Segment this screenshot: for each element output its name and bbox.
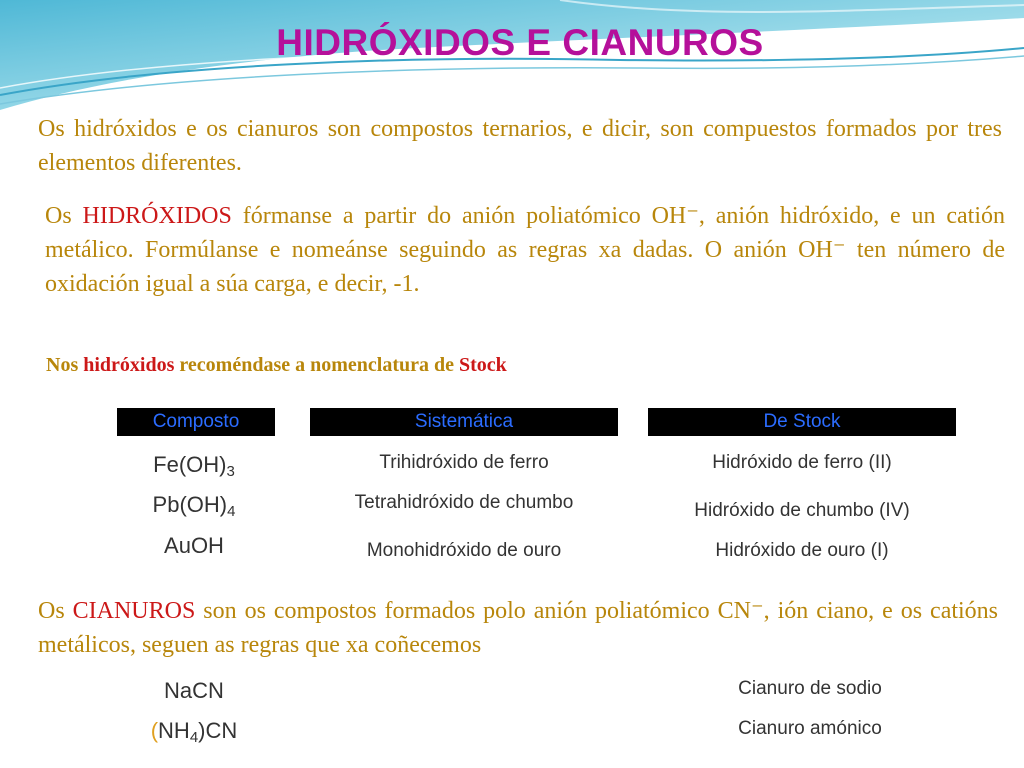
cyanides-text: son os compostos formados polo anión poliatómico CN⁻, ión ciano, e os catións metálicos, seguen as regras que xa coñecemos <box>38 598 999 658</box>
note-part4: Stock <box>458 354 507 376</box>
note-part1: Nos <box>46 354 79 376</box>
cyanides-term: CIANUROS <box>72 598 196 624</box>
systematic-fe: Trihidróxido de ferro <box>379 452 549 473</box>
hydroxides-start: Os <box>45 203 72 229</box>
header-sistematica: Sistemática <box>310 408 618 436</box>
stock-note <box>46 354 507 377</box>
formula-text: AuOH <box>164 533 224 558</box>
intro-paragraph: Os hidróxidos e os cianuros son compostos ternarios, e dicir, son compuestos formados por tres elementos diferentes. <box>38 116 1002 176</box>
formula-end: )CN <box>198 718 238 743</box>
stock-fe: Hidróxido de ferro (II) <box>712 452 892 473</box>
formula-text: Fe(OH) <box>153 452 227 477</box>
formula-au <box>115 533 273 559</box>
stock-au: Hidróxido de ouro (I) <box>715 540 889 561</box>
cyanides-start: Os <box>38 598 65 624</box>
name-nh4cn: Cianuro amónico <box>738 718 882 739</box>
formula-sub: 4 <box>189 729 199 746</box>
formula-pb <box>115 492 273 520</box>
formula-fe <box>115 452 273 480</box>
header-composto: Composto <box>117 408 275 436</box>
formula-sub: 3 <box>226 463 235 480</box>
header-stock: De Stock <box>648 408 956 436</box>
formula-nh4cn <box>115 718 273 746</box>
systematic-pb: Tetrahidróxido de chumbo <box>354 492 574 513</box>
stock-pb: Hidróxido de chumbo (IV) <box>694 500 910 521</box>
hydroxides-paragraph <box>45 199 1005 301</box>
page-title: HIDRÓXIDOS E CIANUROS <box>276 22 764 63</box>
formula-main: NH <box>158 718 190 743</box>
formula-nacn: NaCN <box>164 678 224 703</box>
systematic-au: Monohidróxido de ouro <box>366 540 562 561</box>
hydroxides-term: HIDRÓXIDOS <box>82 203 232 229</box>
hydroxides-text: fórmanse a partir do anión poliatómico OH⁻, anión hidróxido, e un catión metálico. Formúlanse e nomeánse seguindo as regras xa dadas. O anión OH⁻ ten número de oxidación igual a súa carga, e decir, -1. <box>45 203 1006 297</box>
name-nacn: Cianuro de sodio <box>738 678 882 699</box>
formula-text: Pb(OH) <box>152 492 228 517</box>
note-part3: recoméndase a nomenclatura de <box>179 354 454 376</box>
paren-open: ( <box>150 718 159 743</box>
cyanides-paragraph <box>38 594 998 662</box>
formula-sub: 4 <box>227 503 236 520</box>
note-part2: hidróxidos <box>83 354 175 376</box>
